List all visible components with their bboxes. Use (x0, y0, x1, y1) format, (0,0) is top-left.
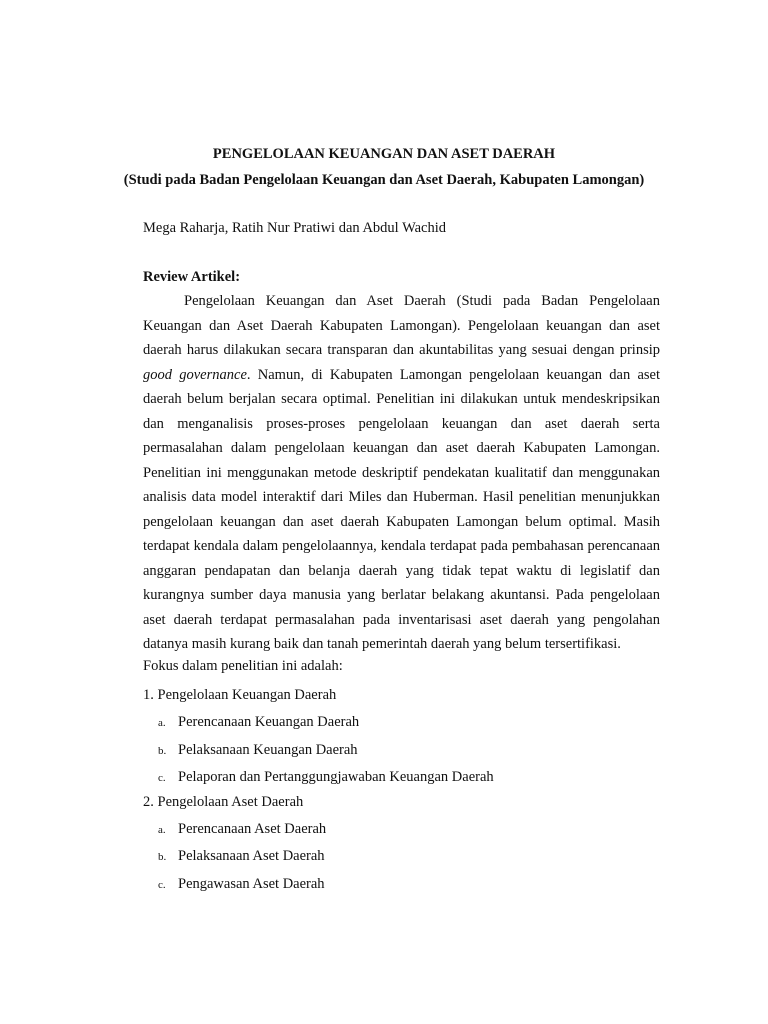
sub-letter: c. (158, 879, 166, 891)
focus-item-2: 2. Pengelolaan Aset Daerah (143, 794, 304, 810)
sub-text: Pelaksanaan Aset Daerah (178, 848, 325, 864)
focus-subitem (158, 821, 326, 838)
sub-text: Pengawasan Aset Daerah (178, 876, 325, 892)
abstract-text-1: Pengelolaan Keuangan dan Aset Daerah (Studi pada Badan Pengelolaan Keuangan dan Aset Daerah Kabupaten Lamongan). Pengelolaan keuangan dan aset daerah harus dilakukan secara transparan dan akuntabilitas yang sesuai dengan prinsip (143, 293, 660, 358)
focus-subitem (158, 769, 494, 786)
authors: Mega Raharja, Ratih Nur Pratiwi dan Abdul Wachid (143, 220, 446, 236)
sub-letter: b. (158, 745, 167, 757)
focus-intro: Fokus dalam penelitian ini adalah: (143, 658, 343, 674)
focus-subitem (158, 714, 359, 731)
sub-letter: a. (158, 717, 166, 729)
abstract-text-2: . Namun, di Kabupaten Lamongan pengelolaan keuangan dan aset daerah belum berjalan secara optimal. Penelitian ini dilakukan untuk mendeskripsikan dan menganalisis proses-proses pengelolaan keuangan dan aset daerah serta permasalahan dalam pengelolaan keuangan dan aset daerah Kabupaten Lamongan. Penelitian ini menggunakan metode deskriptif pendekatan kualitatif dan menggunakan analisis data model interaktif dari Miles dan Huberman. Hasil penelitian menunjukkan pengelolaan keuangan dan aset daerah Kabupaten Lamongan belum optimal. Masih terdapat kendala dalam pengelolaannya, kendala terdapat pada pembahasan perencanaan anggaran pendapatan dan belanja daerah yang tidak tepat waktu di legislatif dan kurangnya sumber daya manusia yang berlatar belakang akuntansi. Pada pengelolaan aset daerah terdapat permasalahan pada inventarisasi aset daerah yang pengolahan datanya masih kurang baik dan tanah pemerintah daerah yang belum tersertifikasi. (143, 366, 660, 652)
abstract-paragraph (143, 289, 660, 657)
sub-text: Pelaporan dan Pertanggungjawaban Keuangan Daerah (178, 769, 494, 785)
review-heading: Review Artikel: (143, 269, 241, 285)
sub-letter: c. (158, 772, 166, 784)
focus-subitem (158, 848, 325, 865)
sub-text: Perencanaan Aset Daerah (178, 821, 327, 837)
document-subtitle: (Studi pada Badan Pengelolaan Keuangan dan Aset Daerah, Kabupaten Lamongan) (123, 172, 645, 188)
focus-item-1: 1. Pengelolaan Keuangan Daerah (143, 687, 337, 703)
document-title: PENGELOLAAN KEUANGAN DAN ASET DAERAH (212, 146, 556, 162)
focus-subitem (158, 742, 358, 759)
sub-letter: a. (158, 824, 166, 836)
sub-letter: b. (158, 851, 167, 863)
sub-text: Pelaksanaan Keuangan Daerah (178, 742, 358, 758)
sub-text: Perencanaan Keuangan Daerah (178, 714, 360, 730)
abstract-emphasis: good governance (143, 366, 247, 383)
focus-subitem (158, 876, 325, 893)
